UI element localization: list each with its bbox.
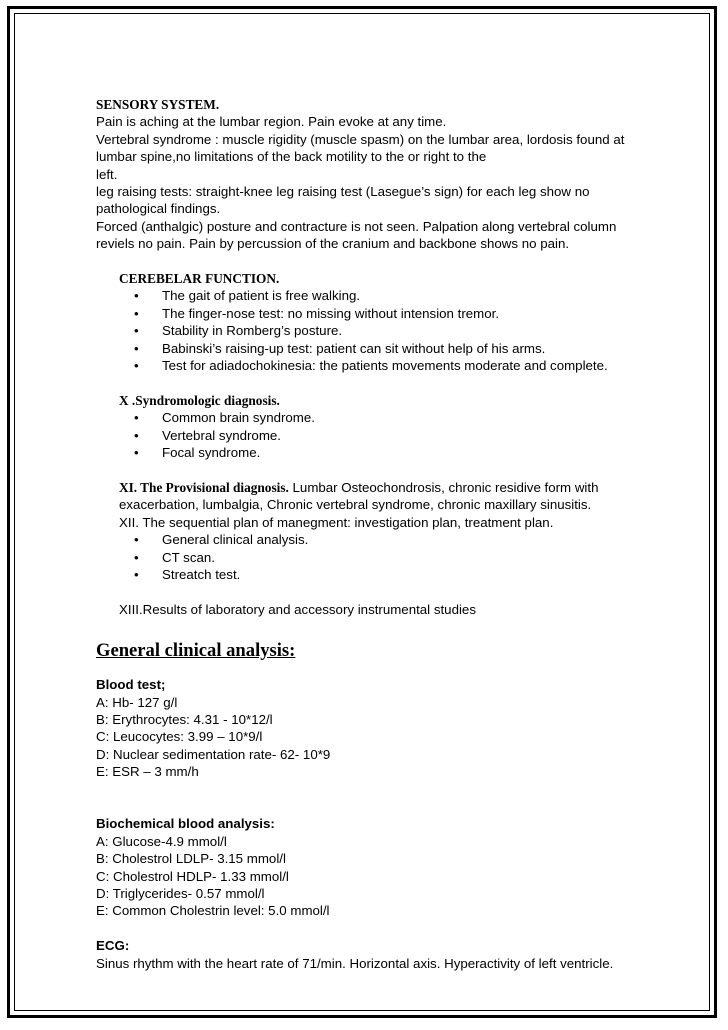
blood-test-line: A: Hb- 127 g/l xyxy=(96,694,178,710)
list-item: • The finger-nose test: no missing without intension tremor. xyxy=(134,305,696,322)
cerebelar-heading: CEREBELAR FUNCTION. xyxy=(119,271,280,287)
blood-test-heading: Blood test; xyxy=(96,677,166,693)
biochem-line: E: Common Cholestrin level: 5.0 mmol/l xyxy=(96,903,330,919)
sensory-line: reviels no pain. Pain by percussion of the cranium and backbone shows no pain. xyxy=(96,236,570,252)
list-item: • Focal syndrome. xyxy=(134,444,696,461)
biochem-line: B: Cholestrol LDLP- 3.15 mmol/l xyxy=(96,851,286,867)
blood-test-line: B: Erythrocytes: 4.31 - 10*12/l xyxy=(96,711,273,727)
section-title: General clinical analysis: xyxy=(96,640,296,662)
syndromologic-list xyxy=(96,409,696,461)
sensory-line: Vertebral syndrome : muscle rigidity (muscle spasm) on the lumbar area, lordosis found at xyxy=(96,131,625,147)
document-body xyxy=(96,96,696,972)
biochem-line: C: Cholestrol HDLP- 1.33 mmol/l xyxy=(96,868,289,884)
list-item: • Common brain syndrome. xyxy=(134,409,696,426)
sensory-line: left. xyxy=(96,166,118,182)
sensory-line: Forced (anthalgic) posture and contracture is not seen. Palpation along vertebral column xyxy=(96,218,617,234)
provisional-heading: XI. The Provisional diagnosis. xyxy=(119,479,289,495)
biochem-heading: Biochemical blood analysis: xyxy=(96,816,275,832)
list-item: • Streatch test. xyxy=(134,566,696,583)
ecg-text: Sinus rhythm with the heart rate of 71/min. Horizontal axis. Hyperactivity of left ventricle. xyxy=(96,955,614,971)
cerebelar-list xyxy=(96,287,696,374)
list-item: • CT scan. xyxy=(134,549,696,566)
list-item: • Vertebral syndrome. xyxy=(134,427,696,444)
sensory-line: leg raising tests: straight-knee leg raising test (Lasegue’s sign) for each leg show no xyxy=(96,184,590,200)
plan-list xyxy=(96,531,696,583)
sensory-line: pathological findings. xyxy=(96,201,221,217)
list-item: • The gait of patient is free walking. xyxy=(134,287,696,304)
list-item: • General clinical analysis. xyxy=(134,531,696,548)
syndromologic-heading: X .Syndromologic diagnosis. xyxy=(119,392,280,408)
sensory-heading: SENSORY SYSTEM. xyxy=(96,97,220,112)
sensory-line: Pain is aching at the lumbar region. Pain evoke at any time. xyxy=(96,114,447,130)
results-heading: XIII.Results of laboratory and accessory instrumental studies xyxy=(119,601,476,617)
blood-test-line: D: Nuclear sedimentation rate- 62- 10*9 xyxy=(96,746,331,762)
provisional-diagnosis xyxy=(96,479,696,496)
provisional-text-line: exacerbation, lumbalgia, Chronic vertebral syndrome, chronic maxillary sinusitis. xyxy=(119,497,592,513)
ecg-heading: ECG: xyxy=(96,938,130,954)
plan-heading: XII. The sequential plan of manegment: investigation plan, treatment plan. xyxy=(119,514,554,530)
blood-test-line: E: ESR – 3 mm/h xyxy=(96,764,199,780)
biochem-line: A: Glucose-4.9 mmol/l xyxy=(96,833,227,849)
list-item: • Test for adiadochokinesia: the patients movements moderate and complete. xyxy=(134,357,696,374)
provisional-text: Lumbar Osteochondrosis, chronic residive form with xyxy=(288,479,599,495)
sensory-line: lumbar spine,no limitations of the back motility to the or right to the xyxy=(96,149,487,165)
blood-test-line: C: Leucocytes: 3.99 – 10*9/l xyxy=(96,729,263,745)
list-item: • Stability in Romberg’s posture. xyxy=(134,322,696,339)
biochem-line: D: Triglycerides- 0.57 mmol/l xyxy=(96,885,265,901)
list-item: • Babinski’s raising-up test: patient can sit without help of his arms. xyxy=(134,340,696,357)
